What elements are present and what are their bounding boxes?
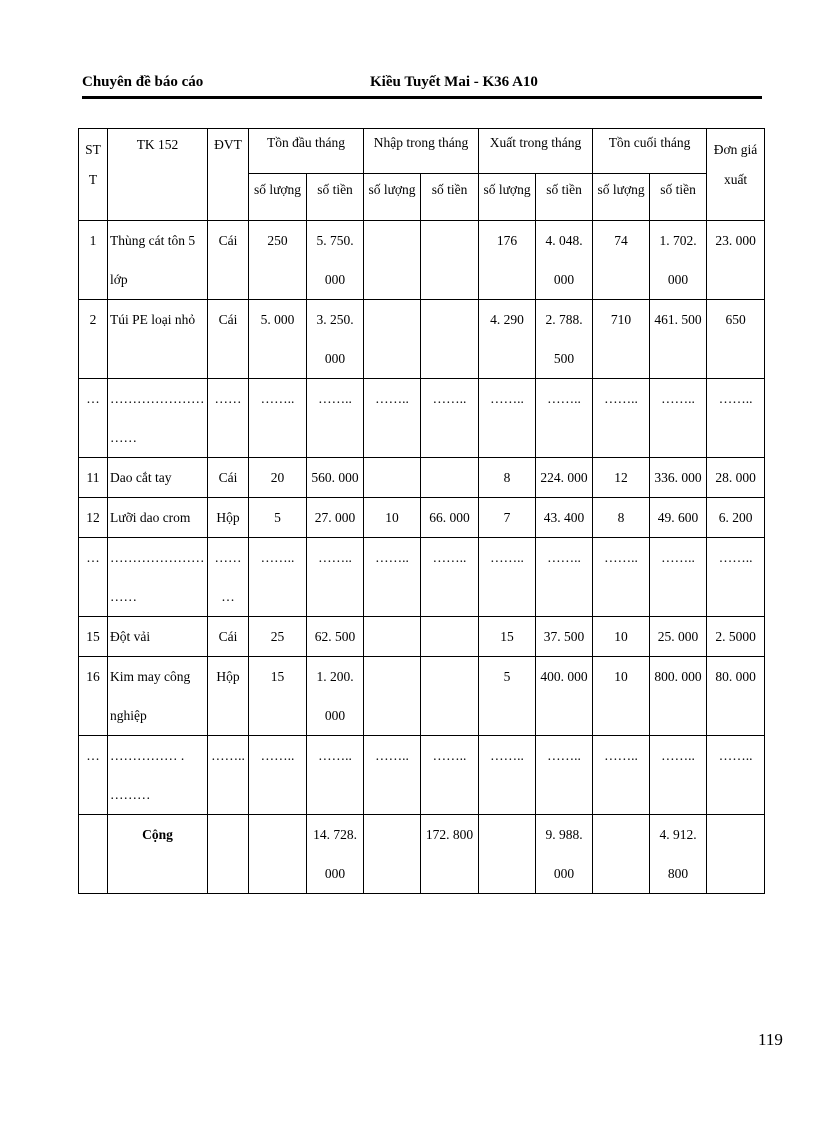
header-unit: ĐVT — [208, 129, 249, 221]
cell-received-amount — [421, 300, 479, 379]
total-received-amount: 172. 800 — [421, 815, 479, 894]
cell-opening-qty: …….. — [249, 736, 307, 815]
cell-item-name: ………………… …… — [108, 379, 208, 458]
cell-issued-amount: 43. 400 — [536, 498, 593, 538]
cell-closing-amount: 336. 000 — [650, 458, 707, 498]
cell-item-name: Lưỡi dao crom — [108, 498, 208, 538]
table-row — [79, 300, 765, 379]
total-label: Cộng — [108, 815, 208, 894]
cell-opening-amount: 1. 200. 000 — [307, 657, 364, 736]
cell-item-name: Dao cắt tay — [108, 458, 208, 498]
header-received: Nhập trong tháng — [364, 129, 479, 174]
sub-quantity: số lượng — [593, 174, 650, 221]
cell-received-qty: 10 — [364, 498, 421, 538]
cell-unit: Cái — [208, 221, 249, 300]
cell-unit: Hộp — [208, 657, 249, 736]
cell-closing-qty: …….. — [593, 736, 650, 815]
cell-issued-qty — [479, 815, 536, 894]
cell-stt: 16 — [79, 657, 108, 736]
page-header — [82, 70, 762, 99]
cell-unit-price: …….. — [707, 736, 765, 815]
cell-opening-amount: …….. — [307, 736, 364, 815]
inventory-table — [78, 128, 765, 894]
cell-issued-qty: 7 — [479, 498, 536, 538]
cell-opening-qty — [249, 815, 307, 894]
cell-item-name: …………… . ……… — [108, 736, 208, 815]
table-row-ellipsis — [79, 538, 765, 617]
cell-issued-qty: 8 — [479, 458, 536, 498]
cell-received-qty — [364, 617, 421, 657]
cell-closing-amount: …….. — [650, 379, 707, 458]
cell-issued-amount: 4. 048. 000 — [536, 221, 593, 300]
cell-opening-amount: 27. 000 — [307, 498, 364, 538]
cell-received-amount: 66. 000 — [421, 498, 479, 538]
header-unit-price: Đơn giá xuất — [707, 129, 765, 221]
cell-unit: …… — [208, 379, 249, 458]
cell-unit-price: 23. 000 — [707, 221, 765, 300]
table-row — [79, 498, 765, 538]
cell-stt: 12 — [79, 498, 108, 538]
cell-stt: 2 — [79, 300, 108, 379]
page-number: 119 — [758, 1030, 783, 1049]
header-account: TK 152 — [108, 129, 208, 221]
author-name: Kiều Tuyết Mai - K36 A10 — [370, 74, 538, 90]
cell-unit-price: 6. 200 — [707, 498, 765, 538]
cell-opening-qty: 20 — [249, 458, 307, 498]
cell-closing-amount: 800. 000 — [650, 657, 707, 736]
table-header-row — [79, 129, 765, 174]
total-closing-amount: 4. 912. 800 — [650, 815, 707, 894]
cell-received-qty — [364, 300, 421, 379]
cell-issued-amount: 400. 000 — [536, 657, 593, 736]
cell-closing-qty: 710 — [593, 300, 650, 379]
cell-unit-price: 80. 000 — [707, 657, 765, 736]
cell-received-amount: …….. — [421, 538, 479, 617]
cell-received-qty — [364, 221, 421, 300]
cell-received-qty — [364, 815, 421, 894]
cell-item-name: Kim may công nghiệp — [108, 657, 208, 736]
cell-issued-qty: 5 — [479, 657, 536, 736]
cell-closing-qty: 8 — [593, 498, 650, 538]
cell-closing-qty: 10 — [593, 617, 650, 657]
cell-opening-qty: …….. — [249, 538, 307, 617]
cell-opening-amount: 560. 000 — [307, 458, 364, 498]
sub-quantity: số lượng — [479, 174, 536, 221]
cell-unit-price: …….. — [707, 379, 765, 458]
cell-received-amount: …….. — [421, 379, 479, 458]
cell-opening-amount: 5. 750. 000 — [307, 221, 364, 300]
cell-item-name: Đột vải — [108, 617, 208, 657]
cell-unit-price: 28. 000 — [707, 458, 765, 498]
cell-unit: Cái — [208, 300, 249, 379]
cell-unit: Cái — [208, 617, 249, 657]
cell-opening-qty: …….. — [249, 379, 307, 458]
cell-unit-price: 2. 5000 — [707, 617, 765, 657]
cell-closing-amount: 461. 500 — [650, 300, 707, 379]
cell-issued-amount: …….. — [536, 538, 593, 617]
cell-item-name: Thùng cát tôn 5 lớp — [108, 221, 208, 300]
cell-closing-qty: …….. — [593, 538, 650, 617]
cell-received-qty: …….. — [364, 379, 421, 458]
table-row-ellipsis — [79, 736, 765, 815]
cell-issued-qty: 15 — [479, 617, 536, 657]
cell-issued-amount: 2. 788. 500 — [536, 300, 593, 379]
cell-closing-qty: 10 — [593, 657, 650, 736]
cell-stt: 11 — [79, 458, 108, 498]
cell-unit-price: 650 — [707, 300, 765, 379]
cell-unit: …… … — [208, 538, 249, 617]
cell-stt: … — [79, 538, 108, 617]
cell-issued-qty: …….. — [479, 379, 536, 458]
sub-amount: số tiền — [307, 174, 364, 221]
cell-closing-qty: 74 — [593, 221, 650, 300]
cell-opening-amount: …….. — [307, 538, 364, 617]
cell-issued-qty: 4. 290 — [479, 300, 536, 379]
table-row-ellipsis — [79, 379, 765, 458]
table-row — [79, 221, 765, 300]
cell-opening-qty: 250 — [249, 221, 307, 300]
table-total-row — [79, 815, 765, 894]
cell-received-qty: …….. — [364, 538, 421, 617]
total-opening-amount: 14. 728. 000 — [307, 815, 364, 894]
cell-stt: 15 — [79, 617, 108, 657]
cell-issued-qty: …….. — [479, 538, 536, 617]
cell-received-qty — [364, 657, 421, 736]
cell-opening-qty: 5 — [249, 498, 307, 538]
sub-amount: số tiền — [421, 174, 479, 221]
cell-closing-amount: …….. — [650, 538, 707, 617]
cell-opening-qty: 15 — [249, 657, 307, 736]
cell-unit: Hộp — [208, 498, 249, 538]
cell-issued-amount: …….. — [536, 736, 593, 815]
cell-stt: … — [79, 379, 108, 458]
cell-received-qty — [364, 458, 421, 498]
header-opening-stock: Tồn đầu tháng — [249, 129, 364, 174]
cell-unit — [208, 815, 249, 894]
cell-received-qty: …….. — [364, 736, 421, 815]
cell-received-amount: …….. — [421, 736, 479, 815]
cell-unit: Cái — [208, 458, 249, 498]
cell-opening-amount: …….. — [307, 379, 364, 458]
cell-issued-amount: …….. — [536, 379, 593, 458]
header-closing-stock: Tồn cuối tháng — [593, 129, 707, 174]
cell-closing-amount: …….. — [650, 736, 707, 815]
cell-unit: …….. — [208, 736, 249, 815]
sub-quantity: số lượng — [249, 174, 307, 221]
header-issued: Xuất trong tháng — [479, 129, 593, 174]
cell-closing-qty: …….. — [593, 379, 650, 458]
cell-stt: 1 — [79, 221, 108, 300]
cell-issued-amount: 37. 500 — [536, 617, 593, 657]
cell-closing-amount: 49. 600 — [650, 498, 707, 538]
cell-received-amount — [421, 657, 479, 736]
cell-closing-qty: 12 — [593, 458, 650, 498]
table-row — [79, 657, 765, 736]
cell-opening-amount: 3. 250. 000 — [307, 300, 364, 379]
cell-received-amount — [421, 458, 479, 498]
cell-stt: … — [79, 736, 108, 815]
cell-stt — [79, 815, 108, 894]
cell-item-name: Túi PE loại nhỏ — [108, 300, 208, 379]
cell-opening-amount: 62. 500 — [307, 617, 364, 657]
header-stt: ST T — [79, 129, 108, 221]
report-title: Chuyên đề báo cáo — [82, 74, 204, 90]
cell-issued-qty: …….. — [479, 736, 536, 815]
cell-received-amount — [421, 617, 479, 657]
cell-closing-qty — [593, 815, 650, 894]
cell-closing-amount: 25. 000 — [650, 617, 707, 657]
cell-item-name: ………………… …… — [108, 538, 208, 617]
table-row — [79, 458, 765, 498]
sub-quantity: số lượng — [364, 174, 421, 221]
cell-received-amount — [421, 221, 479, 300]
cell-unit-price: …….. — [707, 538, 765, 617]
cell-unit-price — [707, 815, 765, 894]
total-issued-amount: 9. 988. 000 — [536, 815, 593, 894]
sub-amount: số tiền — [650, 174, 707, 221]
cell-issued-qty: 176 — [479, 221, 536, 300]
table-row — [79, 617, 765, 657]
cell-issued-amount: 224. 000 — [536, 458, 593, 498]
sub-amount: số tiền — [536, 174, 593, 221]
cell-closing-amount: 1. 702. 000 — [650, 221, 707, 300]
cell-opening-qty: 5. 000 — [249, 300, 307, 379]
cell-opening-qty: 25 — [249, 617, 307, 657]
